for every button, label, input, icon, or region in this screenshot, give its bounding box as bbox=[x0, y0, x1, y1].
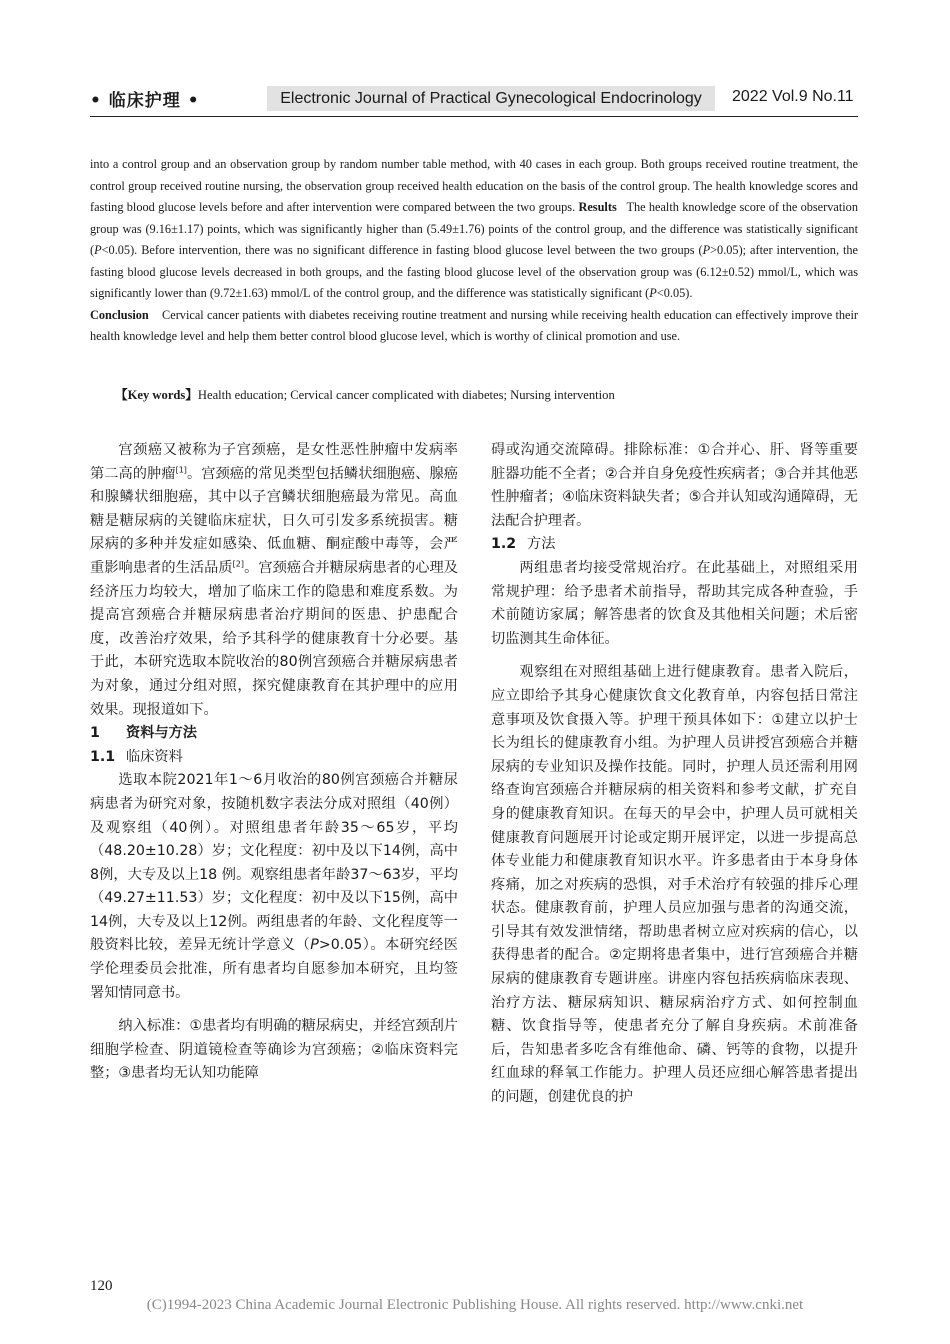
citation-1: [1] bbox=[175, 464, 187, 474]
inclusion-criteria-paragraph: 纳入标准：①患者均有明确的糖尿病史，并经宫颈刮片细胞学检查、阴道镜检查等确诊为宫颈癌；②临床资料完整；③患者均无认知功能障 bbox=[90, 1018, 458, 1082]
method-control-paragraph: 两组患者均接受常规治疗。在此基础上，对照组采用常规护理：给予患者术前指导，帮助其完成各种查验，手术前随访家属；解答患者的饮食及其他相关问题；术后密切监测其生命体征。 bbox=[491, 559, 858, 647]
clinical-data-paragraph: 选取本院2021年1～6月收治的80例宫颈癌合并糖尿病患者为研究对象，按随机数字表法分成对照组（40例）及观察组（40例）。对照组患者年龄35～65岁，平均（48.20±10.28）岁；文化程度：初中及以下14例，高中8例，大专及以上18 例。观察组患者年龄37～63岁，平均（49.27±11.53）岁；文化程度：初中及以下15例，高中14例，大专及以上12例。两组患者的年龄、文化程度等一般资料比较，差异无统计学意义（P>0.05）。本研究经医学伦理委员会批准，所有患者均自愿参加本研究，且均签署知情同意书。 bbox=[90, 772, 458, 1001]
keywords-label: 【Key words】 bbox=[115, 388, 198, 402]
keywords bbox=[115, 385, 858, 405]
section-label: • 临床护理 • bbox=[90, 91, 200, 111]
page-number: 120 bbox=[90, 1278, 113, 1294]
heading-section-1: 1 资料与方法 bbox=[90, 725, 197, 742]
left-column bbox=[90, 439, 458, 1086]
exclusion-criteria-paragraph: 碍或沟通交流障碍。排除标准：①合并心、肝、肾等重要脏器功能不全者；②合并自身免疫性疾病者；③合并其他恶性肿瘤者；④临床资料缺失者；⑤合并认知或沟通障碍，无法配合护理者。 bbox=[491, 442, 858, 529]
header-rule bbox=[90, 116, 858, 117]
method-observation-paragraph: 观察组在对照组基础上进行健康教育。患者入院后，应立即给予其身心健康饮食文化教育单，内容包括日常注意事项及饮食摄入等。护理干预具体如下：①建立以护士长为组长的健康教育小组。为护理人员讲授宫颈癌合并糖尿病的专业知识及操作技能。同时，护理人员还需利用网络查询宫颈癌合并糖尿病的相关资料和参考文献，扩充自身的健康教育知识。在每天的早会中，护理人员可就相关健康教育问题展开讨论或定期开展评定，以进一步提高总体专业能力和健康教育知识水平。许多患者由于本身身体疼痛，加之对疾病的恐惧，对手术治疗有较强的排斥心理状态。健康教育前，护理人员应加强与患者的沟通交流，引导其有效发泄情绪，帮助患者树立应对疾病的信心，以获得患者的配合。②定期将患者集中，进行宫颈癌合并糖尿病的健康教育专题讲座。讲座内容包括疾病临床表现、治疗方法、糖尿病知识、糖尿病治疗方式、如何控制血糖、饮食指导等，使患者充分了解自身疾病。术前准备后，告知患者多吃含有维他命、磷、钙等的食物，以提升红血球的释氧工作能力。护理人员还应细心解答患者提出的问题，创建优良的护 bbox=[491, 664, 858, 1106]
heading-1-1: 1.1 临床资料 bbox=[90, 748, 183, 765]
heading-1-2: 1.2 方法 bbox=[491, 536, 556, 553]
citation-2: [2] bbox=[232, 559, 244, 569]
journal-issue: 2022 Vol.9 No.11 bbox=[732, 88, 854, 105]
keywords-text: Health education; Cervical cancer complicated with diabetes; Nursing intervention bbox=[197, 388, 615, 402]
conclusion-label: Conclusion bbox=[90, 307, 149, 322]
journal-title: Electronic Journal of Practical Gynecological Endocrinology bbox=[267, 86, 715, 111]
results-label: Results bbox=[578, 200, 617, 214]
copyright-footer: (C)1994-2023 China Academic Journal Electronic Publishing House. All rights reserved. http://www.cnki.net bbox=[146, 1297, 804, 1313]
english-abstract: into a control group and an observation group by random number table method, with 40 cases in each group. Both groups received routine treatment, the control group received routine nursing, the observation group received health education on the basis of the control group. The health knowledge scores and fasting blood glucose levels before and after intervention were compared between the two groups. Results The health knowledge score of the observation group was (9.16±1.17) points, which was significantly higher than (5.49±1.76) points of the control group, and the difference was statistically significant (P<0.05). Before intervention, there was no significant difference in fasting blood glucose level between the two groups (P>0.05); after intervention, the fasting blood glucose levels decreased in both groups, and the fasting blood glucose level of the observation group was (6.12±0.52) mmol/L, which was significantly lower than (9.72±1.63) mmol/L of the control group, and the difference was statistically significant (P<0.05). Conclusion Cervical cancer patients with diabetes receiving routine treatment and nursing while receiving health education can effectively improve their health knowledge level and help them better control blood glucose level, which is worthy of clinical promotion and use. bbox=[90, 157, 859, 343]
intro-paragraph: 宫颈癌又被称为子宫颈癌，是女性恶性肿瘤中发病率第二高的肿瘤[1]。宫颈癌的常见类型包括鳞状细胞癌、腺癌和腺鳞状细胞癌，其中以子宫鳞状细胞癌最为常见。高血糖是糖尿病的关键临床症状，日久可引发多系统损害。糖尿病的多种并发症如感染、低血糖、酮症酸中毒等，会严重影响患者的生活品质[2]。宫颈癌合并糖尿病患者的心理及经济压力均较大，增加了临床工作的隐患和难度系数。为提高宫颈癌合并糖尿病患者治疗期间的医患、护患配合度，改善治疗效果，给予其科学的健康教育十分必要。基于此，本研究选取本院收治的80例宫颈癌合并糖尿病患者为对象，通过分组对照，探究健康教育在其护理中的应用效果。现报道如下。 bbox=[90, 442, 458, 718]
right-column bbox=[491, 439, 858, 1110]
